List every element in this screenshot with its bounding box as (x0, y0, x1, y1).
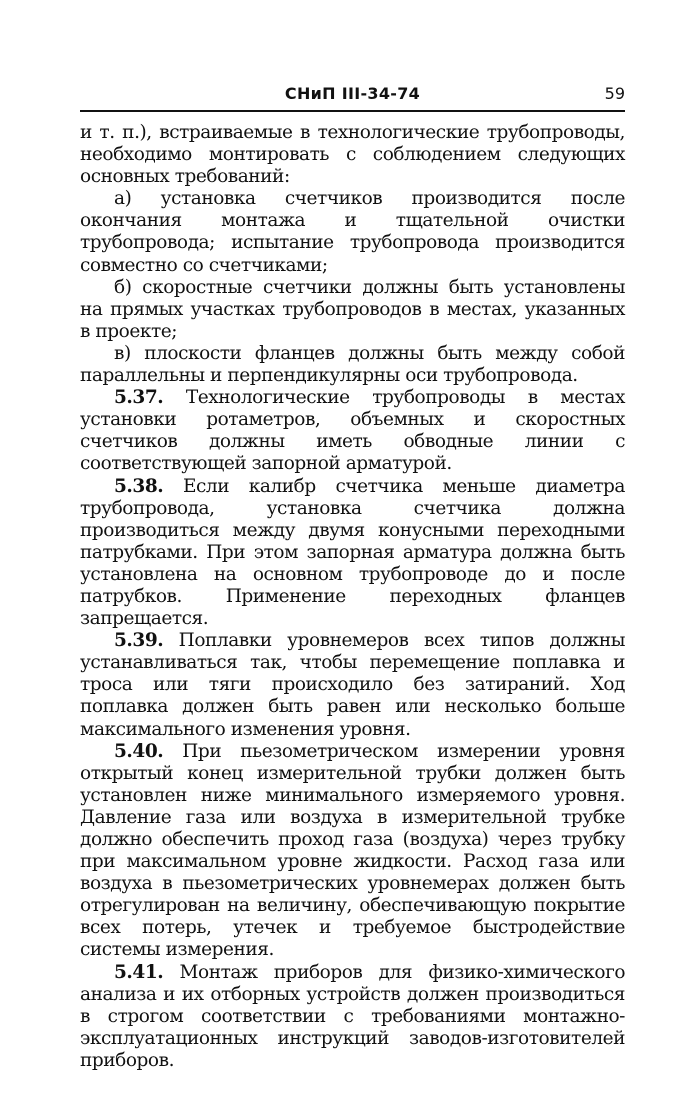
list-item-a (80, 188, 625, 276)
paragraph-text: в) плоскости фланцев должны быть между собой параллельны и перпендикулярны оси трубопровода. (80, 342, 625, 387)
clause-number: 5.37. (114, 387, 164, 409)
document-page (80, 80, 625, 1072)
paragraph-text: б) скоростные счетчики должны быть установлены на прямых участках трубопроводов в местах, указанных в проекте; (80, 276, 625, 342)
clause-text: Монтаж приборов для физико-химического анализа и их отборных устройств должен производиться в строгом соответствии с требованиями монтажно-эксплуатационных инструкций заводов-изготовителей приборов. (80, 961, 626, 1071)
clause-number: 5.39. (114, 630, 164, 652)
running-header (80, 80, 625, 112)
page-number: 59 (604, 84, 625, 103)
clause-5-39 (80, 630, 625, 740)
clause-5-37 (80, 387, 625, 475)
clause-number: 5.41. (114, 961, 164, 983)
clause-text: При пьезометрическом измерении уровня открытый конец измерительной трубки должен быть установлен ниже минимального измеряемого уровня. Давление газа или воздуха в измерительной трубке должно обеспечить проход газа (воздуха) через трубку при максимальном уровне жидкости. Расход газа или воздуха в пьезометрических уровнемерах должен быть отрегулирован на величину, обеспечивающую покрытие всех потерь, утечек и требуемое быстродействие системы измерения. (80, 740, 626, 961)
list-item-c (80, 343, 625, 387)
clause-5-41 (80, 962, 625, 1072)
body-text (80, 122, 625, 1072)
clause-text: Поплавки уровнемеров всех типов должны устанавливаться так, чтобы перемещение поплавка и троса или тяги происходило без затираний. Ход поплавка должен быть равен или несколько больше максимального изменения уровня. (80, 630, 625, 740)
document-code: СНиП III-34-74 (284, 84, 421, 103)
paragraph-continuation (80, 122, 625, 188)
clause-number: 5.38. (114, 475, 164, 497)
clause-number: 5.40. (114, 740, 164, 762)
clause-text: Если калибр счетчика меньше диаметра трубопровода, установка счетчика должна производиться между двумя конусными переходными патрубками. При этом запорная арматура должна быть установлена на основном трубопроводе до и после патрубков. Применение переходных фланцев запрещается. (80, 475, 625, 630)
clause-5-40 (80, 741, 625, 962)
paragraph-text: и т. п.), встраиваемые в технологические трубопроводы, необходимо монтировать с соблюдением следующих основных требований: (80, 122, 625, 188)
list-item-b (80, 277, 625, 343)
clause-5-38 (80, 476, 625, 631)
clause-text: Технологические трубопроводы в местах установки ротаметров, объемных и скоростных счетчиков должны иметь обводные линии с соответствующей запорной арматурой. (80, 387, 625, 475)
paragraph-text: а) установка счетчиков производится после окончания монтажа и тщательной очистки трубопровода; испытание трубопровода производится совместно со счетчиками; (80, 188, 625, 276)
